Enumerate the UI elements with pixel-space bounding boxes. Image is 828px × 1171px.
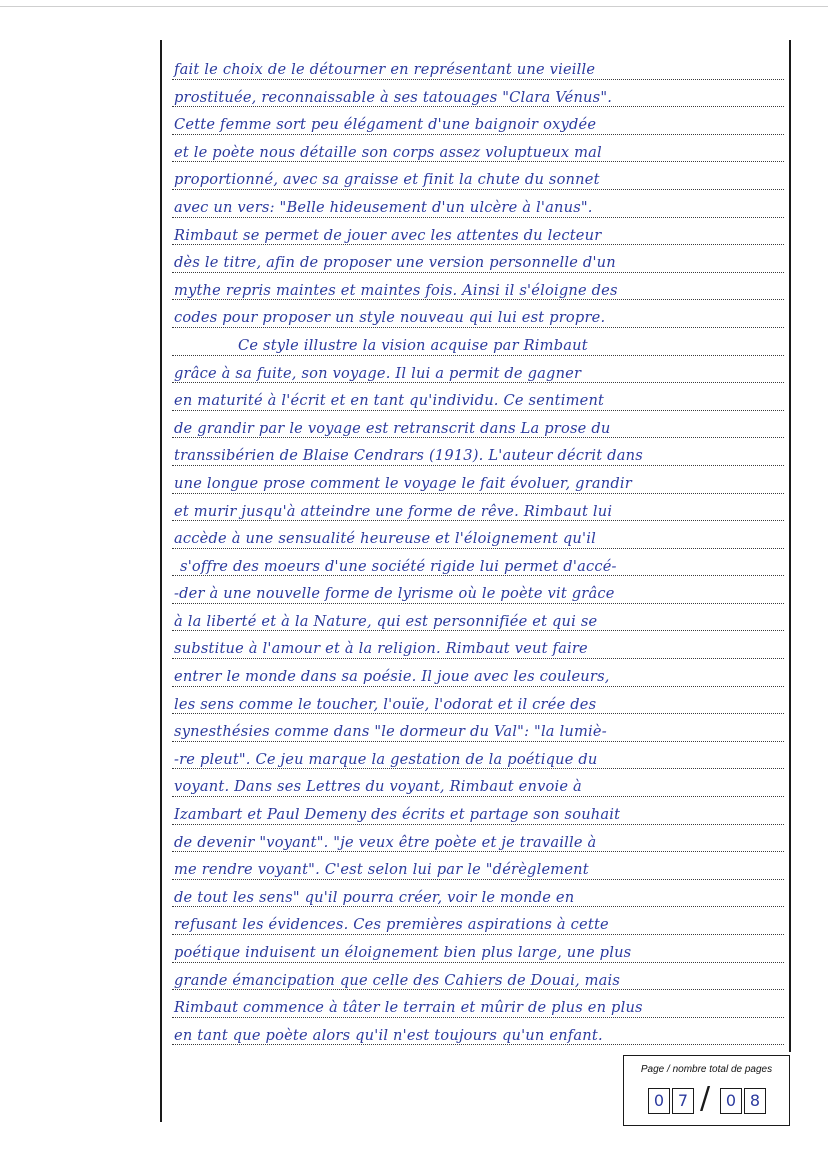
handwritten-line [172,714,784,742]
handwritten-line-text: transsibérien de Blaise Cendrars (1913). L'auteur décrit dans [174,447,643,465]
handwritten-line [172,769,784,797]
handwritten-line-text: dès le titre, afin de proposer une version personnelle d'un [174,254,616,272]
handwritten-line-text: accède à une sensualité heureuse et l'éloignement qu'il [174,530,596,548]
handwritten-line-text: et le poète nous détaille son corps assez voluptueux mal [174,143,602,161]
handwritten-line [172,604,784,632]
handwritten-line [172,990,784,1018]
handwritten-line [172,494,784,522]
handwritten-line [172,438,784,466]
page-digits [648,1081,768,1118]
handwritten-line-text: Cette femme sort peu élégament d'une baignoir oxydée [174,116,597,134]
handwritten-line-text: entrer le monde dans sa poésie. Il joue avec les couleurs, [174,668,610,686]
total-digit-2: 8 [744,1088,766,1114]
handwritten-line [172,190,784,218]
handwritten-line [172,935,784,963]
handwritten-line-text: -der à une nouvelle forme de lyrisme où le poète vit grâce [174,585,615,603]
handwritten-line-text: substitue à l'amour et à la religion. Rimbaut veut faire [174,640,588,658]
handwritten-line [172,687,784,715]
page-box-label: Page / nombre total de pages [640,1064,773,1075]
handwritten-line-text: et murir jusqu'à atteindre une forme de rêve. Rimbaut lui [174,502,613,520]
handwritten-line [172,162,784,190]
handwritten-line [172,328,784,356]
handwritten-line-text: Rimbaut se permet de jouer avec les attentes du lecteur [174,226,602,244]
handwritten-line [172,466,784,494]
handwritten-line [172,273,784,301]
handwritten-line [172,80,784,108]
handwritten-line-text: -re pleut". Ce jeu marque la gestation de la poétique du [174,750,598,768]
handwritten-line-text: proportionné, avec sa graisse et finit la chute du sonnet [174,171,600,189]
handwritten-line [172,852,784,880]
handwritten-line-text: Izambart et Paul Demeny des écrits et partage son souhait [174,806,621,824]
page-digit-1: 0 [648,1088,670,1114]
page-digit-2: 7 [672,1088,694,1114]
handwritten-line [172,797,784,825]
handwritten-line-text: les sens comme le toucher, l'ouïe, l'odorat et il crée des [174,695,597,713]
handwritten-line [172,1018,784,1046]
handwritten-line [172,411,784,439]
handwritten-line [172,963,784,991]
handwritten-line [172,245,784,273]
handwritten-line [172,356,784,384]
handwritten-line-text: synesthésies comme dans "le dormeur du Val": "la lumiè- [174,723,607,741]
handwritten-line-text: me rendre voyant". C'est selon lui par le "dérèglement [174,861,589,879]
left-margin-line [160,40,162,1122]
handwritten-line-text: s'offre des moeurs d'une société rigide lui permet d'accé- [180,557,617,575]
handwritten-line-text: mythe repris maintes et maintes fois. Ainsi il s'éloigne des [174,281,618,299]
total-digit-1: 0 [720,1088,742,1114]
handwritten-line-text: Rimbaut commence à tâter le terrain et mûrir de plus en plus [174,999,643,1017]
handwritten-line-text: avec un vers: "Belle hideusement d'un ulcère à l'anus". [174,198,593,216]
right-margin-line [789,40,791,1052]
handwritten-line-text: grâce à sa fuite, son voyage. Il lui a permit de gagner [174,364,582,382]
handwritten-line [172,107,784,135]
handwritten-line [172,742,784,770]
handwritten-line-text: de tout les sens" qu'il pourra créer, voir le monde en [174,888,575,906]
handwritten-line [172,218,784,246]
handwritten-line-text: en tant que poète alors qu'il n'est toujours qu'un enfant. [174,1026,603,1044]
handwritten-line-text: prostituée, reconnaissable à ses tatouages "Clara Vénus". [174,88,613,106]
handwritten-line-text: refusant les évidences. Ces premières aspirations à cette [174,916,609,934]
handwritten-line-text: à la liberté et à la Nature, qui est personnifiée et qui se [174,612,598,630]
page-separator: / [700,1081,711,1116]
handwritten-line [172,383,784,411]
handwritten-line [172,825,784,853]
page-number-box [623,1055,790,1126]
handwritten-line-text: de grandir par le voyage est retranscrit dans La prose du [174,419,611,437]
handwritten-line [172,549,784,577]
handwritten-line-text: grande émancipation que celle des Cahiers de Douai, mais [174,971,621,989]
handwritten-line-text: codes pour proposer un style nouveau qui lui est propre. [174,309,606,327]
handwritten-line-text: poétique induisent un éloignement bien plus large, une plus [174,944,632,961]
handwritten-line [172,880,784,908]
scan-top-edge [0,6,828,7]
handwritten-line [172,907,784,935]
handwritten-line [172,521,784,549]
handwritten-line-text: fait le choix de le détourner en représentant une vieille [174,61,596,78]
handwritten-line-text: en maturité à l'écrit et en tant qu'individu. Ce sentiment [174,392,605,410]
handwritten-line [172,576,784,604]
handwritten-line [172,52,784,80]
handwritten-line-text: de devenir "voyant". "je veux être poète et je travaille à [174,833,597,851]
handwritten-line-text: Ce style illustre la vision acquise par Rimbaut [238,336,588,354]
handwritten-line [172,300,784,328]
handwritten-text-area [172,52,784,1045]
handwritten-line [172,659,784,687]
handwritten-line-text: voyant. Dans ses Lettres du voyant, Rimbaut envoie à [174,778,582,796]
handwritten-line-text: une longue prose comment le voyage le fait évoluer, grandir [174,474,632,492]
handwritten-line [172,631,784,659]
handwritten-line [172,135,784,163]
